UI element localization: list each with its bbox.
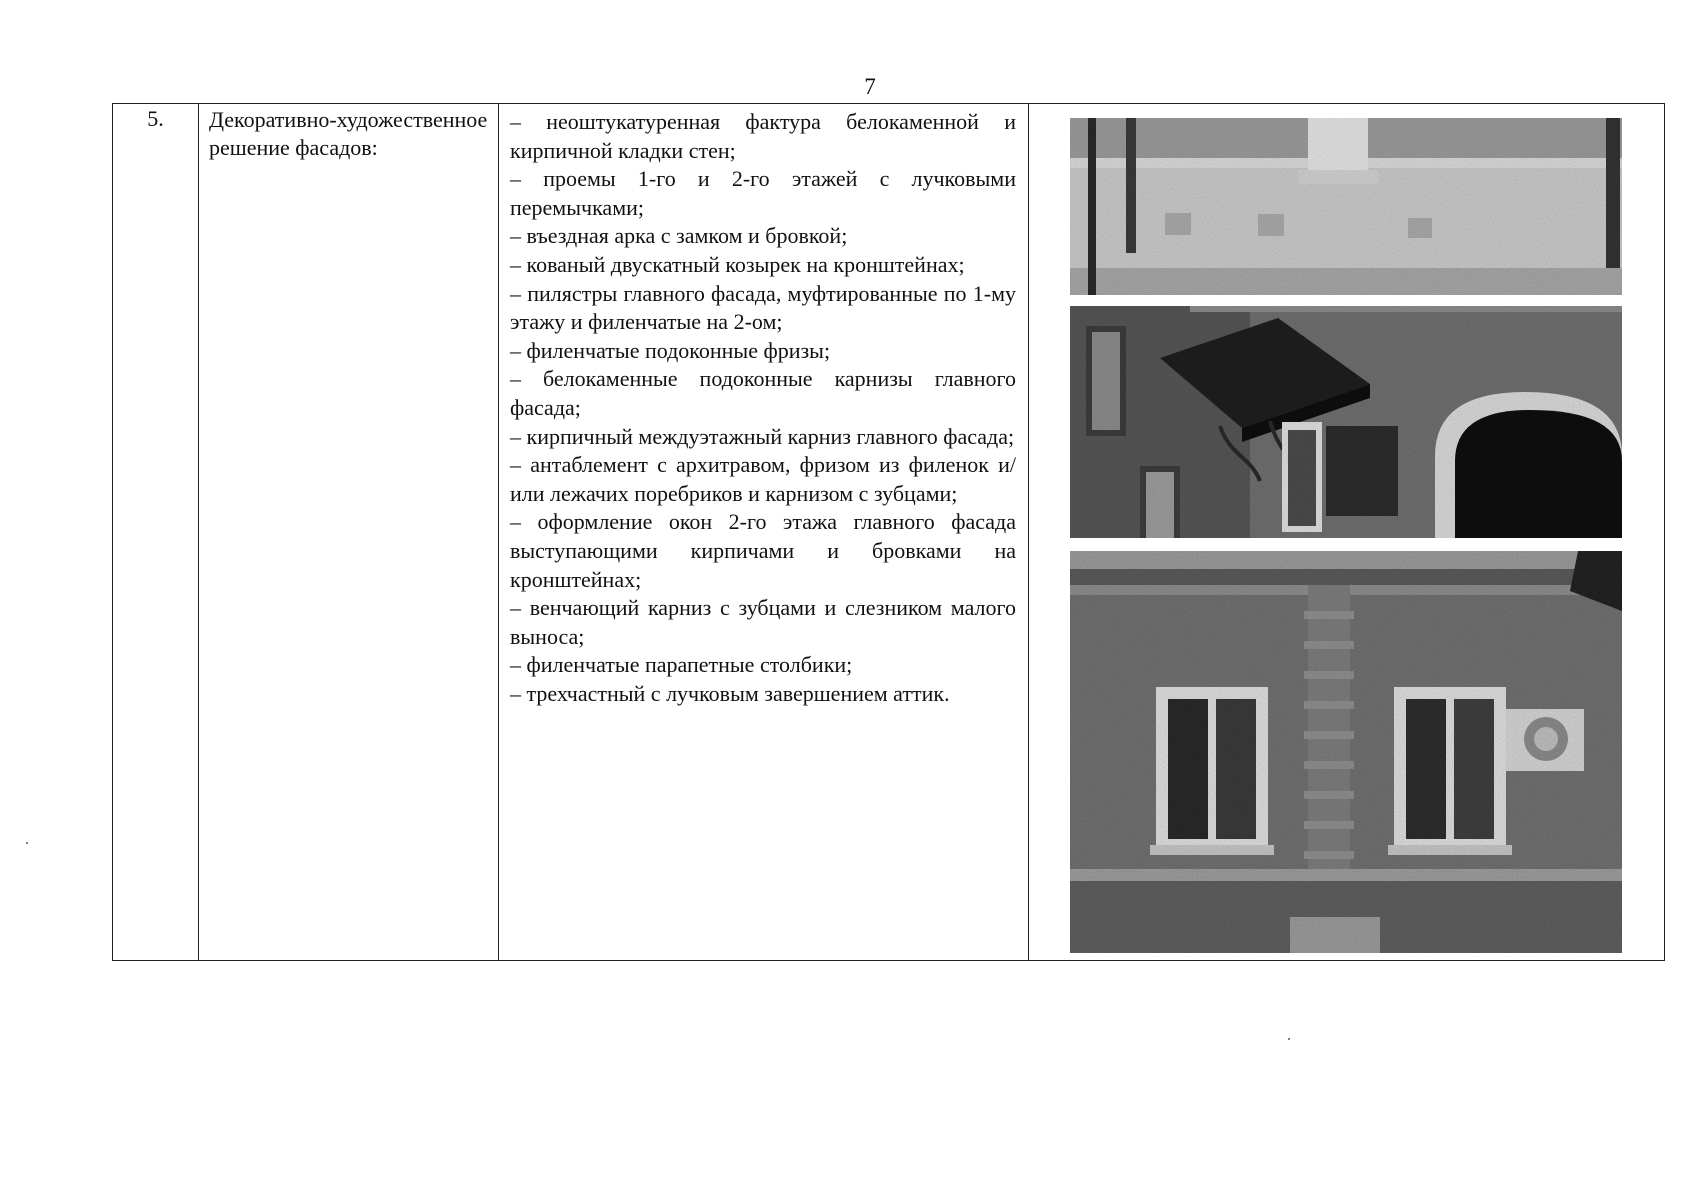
scan-speck — [1288, 1038, 1290, 1040]
list-item: – филенчатые подоконные фризы; — [510, 337, 831, 363]
list-item: – проемы 1-го и 2-го этажей с лучковыми перемычками; — [510, 166, 1016, 220]
list-item: – въездная арка с замком и бровкой; — [510, 223, 848, 249]
list-item: – оформление окон 2-го этажа главного фасада выступающими кирпичами и бровками на кронштейнах; — [510, 509, 1016, 592]
row-number: 5. — [147, 106, 164, 131]
features-table — [112, 103, 1665, 961]
list-item: – филенчатые парапетные столбики; — [510, 652, 853, 678]
facade-photo-canopy-image — [1070, 306, 1622, 538]
list-item: – белокаменные подоконные карнизы главного фасада; — [510, 366, 1016, 420]
list-item: – венчающий карниз с зубцами и слезником малого выноса; — [510, 595, 1016, 649]
table-row — [113, 104, 1665, 961]
facade-photo-windows-image — [1070, 551, 1622, 953]
row-number-cell — [113, 104, 199, 961]
list-item: – неоштукатуренная фактура белокаменной и кирпичной кладки стен; — [510, 109, 1016, 163]
list-item: – трехчастный с лучковым завершением аттик. — [510, 680, 950, 706]
list-item: – кованый двускатный козырек на кронштейнах; — [510, 251, 965, 277]
row-title: Декоративно-художественное решение фасадов: — [209, 107, 488, 160]
facade-photo-wall — [1070, 118, 1622, 295]
list-item: – антаблемент с архитравом, фризом из филенок и/или лежачих поребриков и карнизом с зубцами; — [510, 452, 1016, 506]
scan-speck — [26, 842, 28, 844]
feature-list — [510, 108, 1016, 708]
photos-cell — [1029, 104, 1665, 961]
list-item: – пилястры главного фасада, муфтированные по 1-му этажу и филенчатые на 2-ом; — [510, 280, 1016, 335]
facade-photo-wall-image — [1070, 118, 1622, 295]
list-item: – кирпичный междуэтажный карниз главного фасада; — [510, 423, 1015, 449]
row-title-cell — [199, 104, 499, 961]
facade-photo-canopy — [1070, 306, 1622, 538]
page-number: 7 — [864, 74, 876, 99]
photo-stack — [1029, 104, 1664, 944]
features-cell — [499, 104, 1029, 961]
facade-photo-windows — [1070, 551, 1622, 953]
